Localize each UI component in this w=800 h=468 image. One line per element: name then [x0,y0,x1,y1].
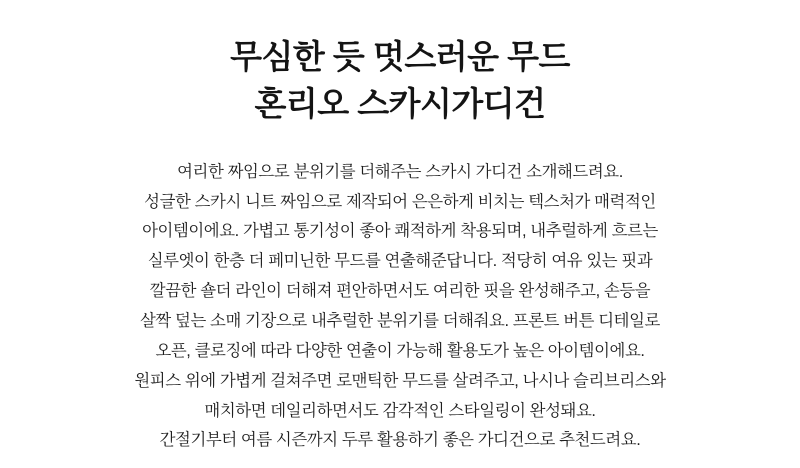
description-line: 성글한 스카시 니트 짜임으로 제작되어 은은하게 비치는 텍스처가 매력적인 [144,192,656,211]
description-line: 깔끔한 숄더 라인이 더해져 편안하면서도 여리한 핏을 완성해주고, 손등을 [149,282,651,301]
description-line: 오픈, 클로징에 따라 다양한 연출이 가능해 활용도가 높은 아이템이에요. [155,341,645,360]
description-line: 살짝 덮는 소매 기장으로 내추럴한 분위기를 더해줘요. 프론트 버튼 디테일로 [140,312,660,331]
page-title-line-1: 무심한 듯 멋스러운 무드 [230,38,570,75]
description-line: 간절기부터 여름 시즌까지 두루 활용하기 좋은 가디건으로 추천드려요. [159,431,641,450]
description-line: 실루엣이 한층 더 페미닌한 무드를 연출해준답니다. 적당히 여유 있는 핏과 [147,252,653,271]
description-line: 원피스 위에 가볍게 걸쳐주면 로맨틱한 무드를 살려주고, 나시나 슬리브리스와 [134,371,666,390]
page-title-line-2: 혼리오 스카시가디건 [254,84,546,122]
description-line: 아이템이에요. 가볍고 통기성이 좋아 쾌적하게 착용되며, 내추럴하게 흐르는 [142,222,658,241]
description-line: 매치하면 데일리하면서도 감각적인 스타일링이 완성돼요. [204,401,596,420]
product-description-text [134,158,665,457]
page-title [230,34,570,128]
description-line: 여리한 짜임으로 분위기를 더해주는 스카시 가디건 소개해드려요. [177,162,623,181]
